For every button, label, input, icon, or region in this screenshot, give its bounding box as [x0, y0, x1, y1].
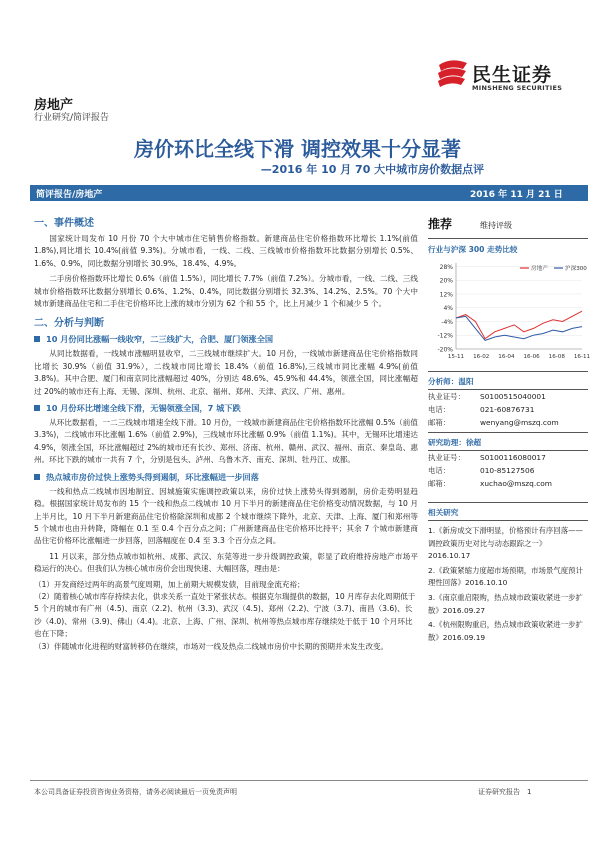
x-tick-label: 16-06 [523, 354, 540, 360]
bullet-heading: 热点城市房价过快上涨势头得到遏制，环比涨幅进一步回落 [34, 472, 418, 483]
page-title: 房价环比全线下滑 调控效果十分显著 [134, 137, 461, 161]
divider [428, 502, 588, 503]
rating-label: 推荐 [428, 217, 453, 231]
analyst-phone: 电话： 021-60876731 [428, 405, 535, 414]
paragraph: 国家统计局发布 10 月份 70 个大中城市住宅销售价格指数。新建商品住宅价格指数环比增长 1.1%(前值 1.8%),同比增长 10.4%(前值 9.3%)。分城市看，一线、二线、三线城市价格指数环比数据分别增长 0.5%、1.6%、0.9%，同比数据分别增长 30.9%、18.4%、4.9%。 [34, 234, 418, 268]
assistant-heading: 研究助理：徐超 [428, 438, 482, 447]
divider [428, 238, 588, 239]
sector-label: 房地产 [34, 98, 74, 113]
x-tick-label: 16-08 [548, 354, 565, 360]
analyst-email: 邮箱： wenyang@mszq.com [428, 418, 559, 427]
paragraph: 二手房价格指数环比增长 0.6%（前值 1.5%），同比增长 7.7%（前值 7.2%）。分城市看，一线、二线、三线城市价格指数环比数据分别增长 0.6%、1.2%、0.4%，同比数据分别增长 32.3%、14.2%、2.5%。70 个大中城市新建商品住宅和二手住宅价格环比上涨的城市分别为 62 个和 55 个，比上月减少 1 个和减少 5 个。 [34, 274, 418, 309]
logo-text: 民生证券 [472, 64, 553, 86]
page-subtitle: —2016 年 10 月 70 大中城市房价数据点评 [260, 163, 485, 176]
footer-disclaimer: 本公司具备证券投资咨询业务资格，请务必阅读最后一页免责声明 [34, 788, 237, 796]
y-tick-label: -20% [437, 346, 453, 354]
analyst-heading: 分析师：温阳 [428, 377, 474, 386]
section-heading: 一、事件概述 [34, 218, 94, 229]
assistant-license: 执业证号： S0100116080017 [428, 453, 546, 462]
footer-page: 证券研究报告 1 [478, 788, 532, 796]
footer-divider [30, 780, 588, 781]
list-item: （2）随着核心城市库存持续去化，供求关系一直处于紧张状态。根据克尔瑞提供的数据，10 月库存去化周期低于 5 个月的城市有广州（4.5)、南京（2.2)、杭州（3.3)、武汉（4.5)、郑州（2.2)、宁波（3.7)、南昌（3.6)、长沙（4.0)、常州（3.9)、佛山（4.4)。北京、上海、广州、深圳、杭州等热点城市库存继续处于低于 10 个月环比也在下降； [34, 591, 416, 639]
main-content [34, 210, 418, 653]
y-tick-label: 20% [439, 277, 453, 285]
x-tick-label: 16-11 [573, 354, 591, 360]
assistant-email: 邮箱： xuchao@mszq.com [428, 479, 553, 488]
minsheng-logo-icon [437, 59, 469, 89]
list-item: （3）伴随城市化进程的财富转移仍在继续，市场对一线及热点二线城市房价中长期的预期并未发生改变。 [34, 641, 389, 651]
related-report[interactable]: 3.《南京重启限购，热点城市政策收紧进一步扩散》2016.09.27 [428, 592, 583, 615]
related-report[interactable]: 1.《新房成交下滑明显，价格预计有序回落——调控政策历史对比与动态跟踪之一》2016.10.17 [428, 526, 583, 561]
divider [428, 432, 588, 433]
logo-text-en: MINSHENG SECURITIES [472, 84, 563, 92]
analyst-license: 执业证号： S0100515040001 [428, 392, 546, 401]
related-report[interactable]: 4.《杭州限购重启，热点城市政策收紧进一步扩散》2016.09.19 [428, 620, 583, 642]
paragraph: 从环比数据看，一二三线城市增速全线下滑。10 月份，一线城市新建商品住宅价格指数环比涨幅 0.5%（前值 3.3%)，二线城市环比涨幅 1.6%（前值 2.9%)，三线城市环比涨幅 0.9%（前值 1.1%)。其中，无锡环比增速达 4.9%，领涨全国，环比涨幅超过 2%的城市还有长沙、郑州、济南、杭州、赣州、武汉、福州、南京、秦皇岛、惠州。环比下跌的城市一共有 7 个，分别是包头、泸州、乌鲁木齐、南充、深圳、牡丹江、成都。 [34, 418, 418, 465]
section-heading: 二、分析与判断 [34, 318, 104, 330]
divider [428, 371, 588, 372]
related-report[interactable]: 2.《政策紧缩力度超市场预期，市场景气度预计理性回落》2016.10.10 [428, 565, 583, 588]
sidebar [428, 215, 591, 646]
rating-value: 维持评级 [480, 221, 513, 230]
bullet-heading: 10 月份环比增速全线下滑，无锡领涨全国，7 城下跌 [34, 403, 418, 414]
bullet-heading: 10 月份同比涨幅一线收窄，二三线扩大，合肥、厦门领涨全国 [34, 334, 418, 345]
y-tick-label: 12% [439, 291, 453, 299]
band-category: 简评报告/房地产 [36, 190, 103, 200]
y-tick-label: -4% [441, 318, 453, 326]
x-tick-label: 16-02 [473, 354, 490, 360]
x-tick-label: 15-11 [447, 354, 465, 360]
y-tick-label: 28% [439, 263, 453, 271]
trend-chart [428, 255, 591, 365]
y-tick-label: -12% [437, 332, 453, 340]
divider [428, 520, 588, 521]
assistant-phone: 电话： 010-85127506 [428, 466, 535, 475]
chart-heading: 行业与沪深 300 走势比较 [428, 245, 518, 254]
reason-list [34, 579, 418, 653]
legend-label: 沪深300 [565, 266, 587, 272]
list-item: （1）开发商经过两年的高景气度周期，加上前期大规模发债，目前现金流充裕； [34, 579, 305, 589]
square-bullet-icon [34, 474, 40, 480]
rating-row [428, 215, 588, 232]
paragraph: 从同比数据看，一线城市涨幅明显收窄，二三线城市继续扩大。10 月份，一线城市新建商品住宅价格指数同比增长 30.9%（前值 31.9%），二线城市同比增长 18.4%（前值 16.8%),三线城市同比涨幅 4.9%(前值 3.8%)。其中合肥、厦门和南京同比涨幅超过 40%，分别达 48.6%、45.9%和 44.4%，领涨全国，同比涨幅超过 20%的城市还有上海、无锡、深圳、杭州、北京、福州、郑州、天津、武汉、广州、惠州。 [34, 349, 418, 396]
legend-label: 房地产 [531, 266, 548, 272]
square-bullet-icon [34, 405, 40, 411]
x-tick-label: 16-04 [498, 354, 515, 360]
square-bullet-icon [34, 336, 40, 342]
paragraph: 11 月以来，部分热点城市如杭州、成都、武汉、东莞等进一步升级调控政策，彰显了政府维持房地产市场平稳运行的决心。但我们认为核心城市房价会出现快速、大幅回落，理由是： [34, 551, 418, 574]
series-line-0 [456, 311, 582, 339]
paragraph: 一线和热点二线城市因地制宜、因城施策实施调控政策以来，房价过快上涨势头得到遏制，房价走势明显趋稳。根据国家统计局发布的 15 个一线和热点二线城市 10 月下半月的新建商品住宅价格变动情况数据，与 10 月上半月比，10 月下半月新建商品住宅价格除深圳和成都 2 个城市继续下降外，北京、天津、上海、厦门和郑州等 5 个城市也由升转降，降幅在 0.1 至 0.4 个百分点之间；广州新建商品住宅价格环比持平；其余 7 个城市新建商品住宅价格环比涨幅进一步回落，回落幅度在 0.4 至 3.3 个百分点之间。 [34, 486, 418, 546]
report-date: 2016 年 11 月 21 日 [470, 190, 563, 200]
related-heading: 相关研究 [428, 508, 459, 517]
y-tick-label: 4% [443, 305, 453, 313]
report-type: 行业研究/简评报告 [34, 113, 110, 123]
